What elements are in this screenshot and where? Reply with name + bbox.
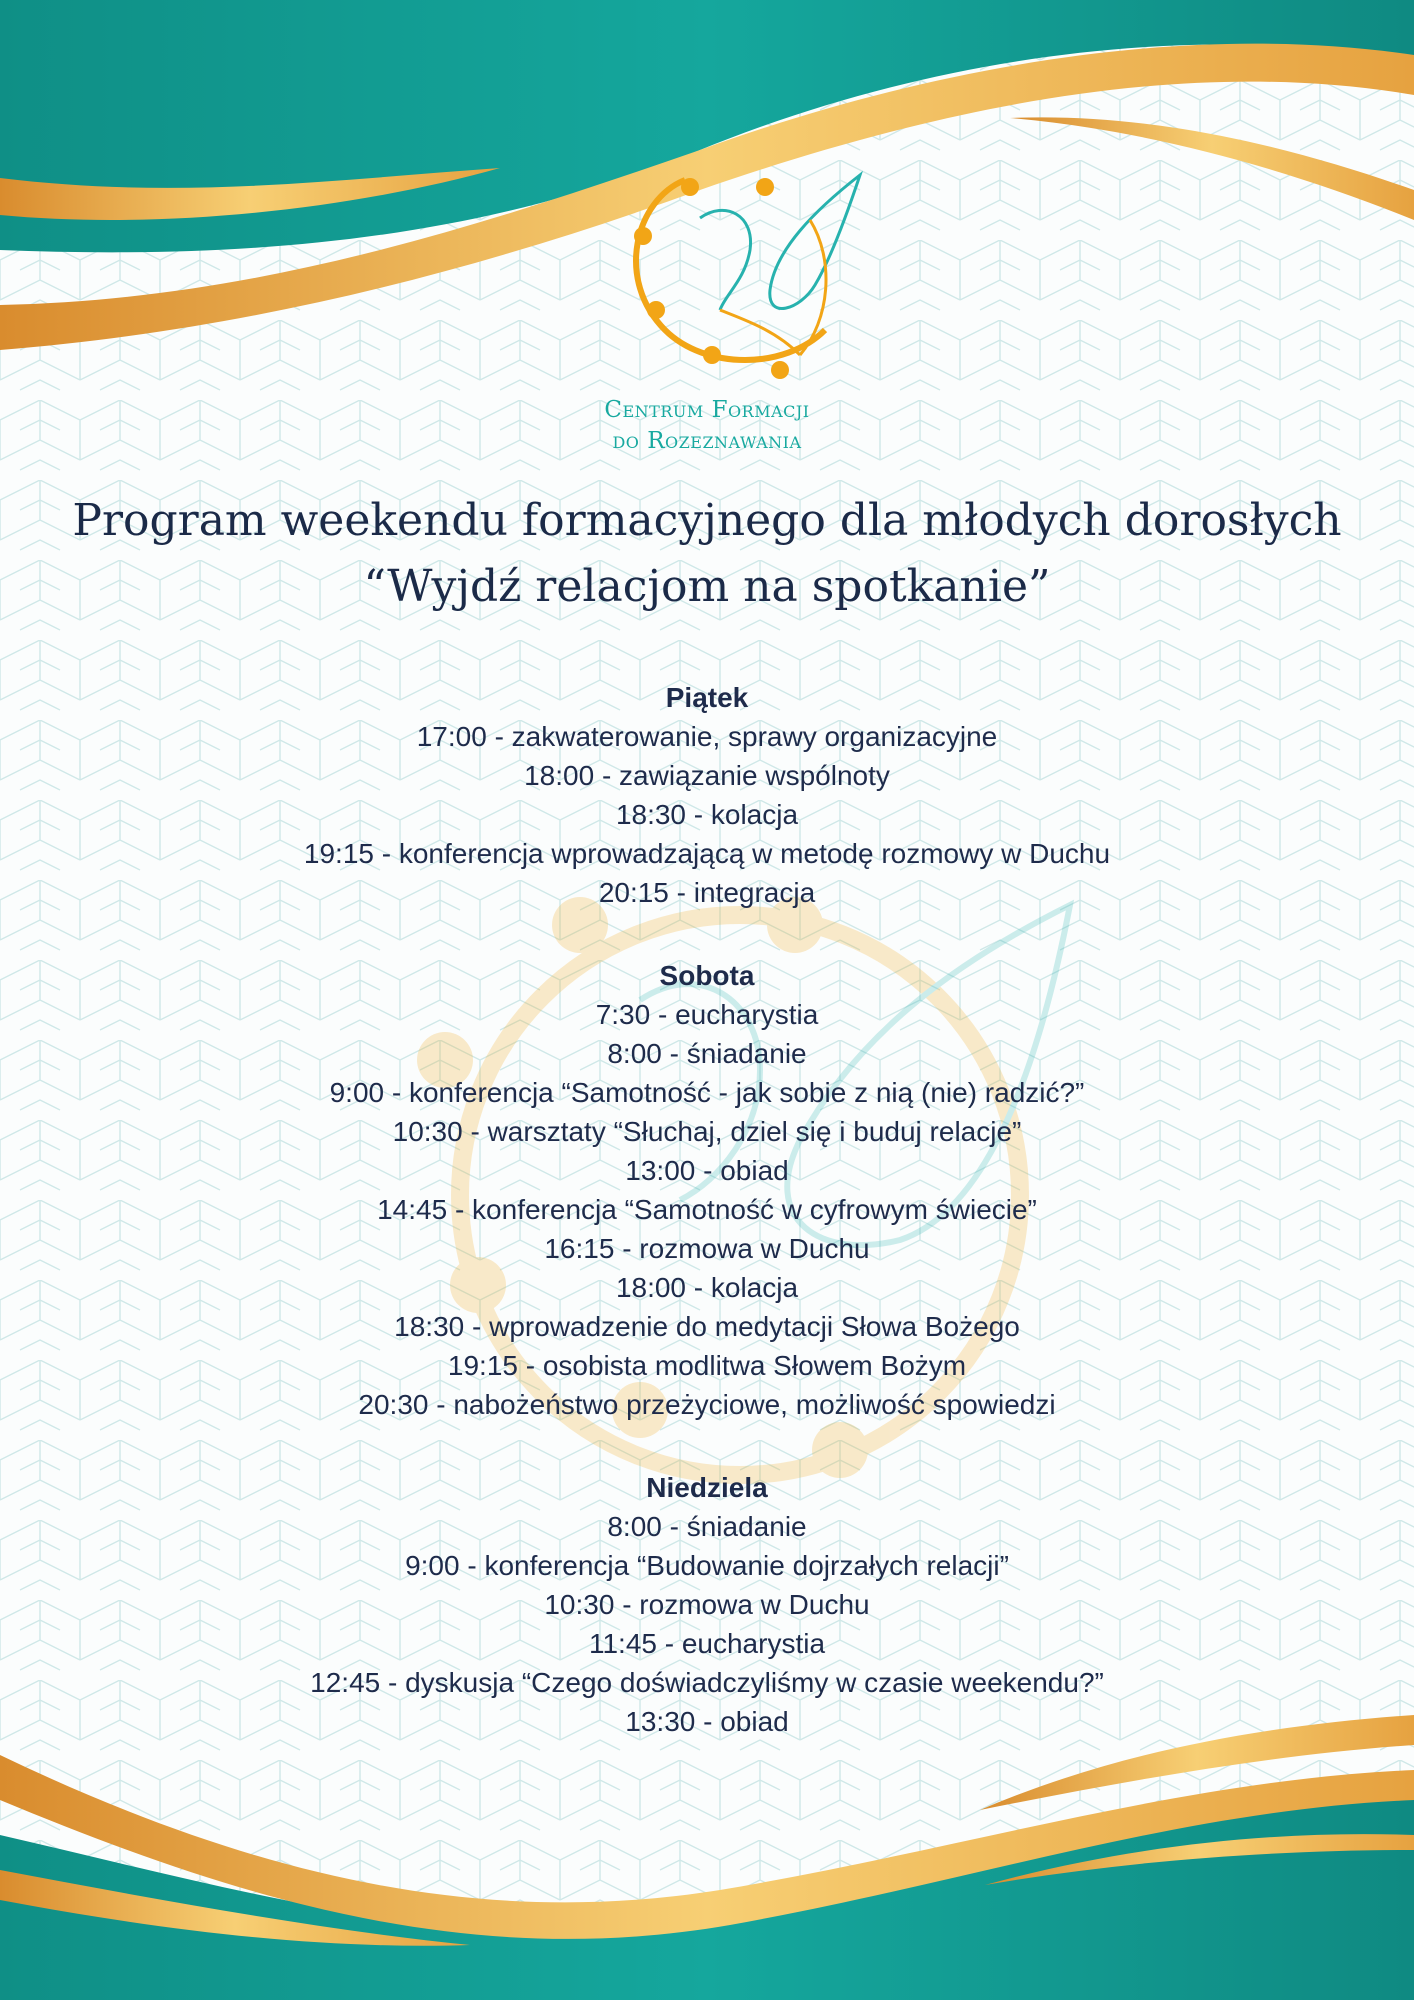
dove-in-rosary-circle-logo <box>625 170 885 380</box>
logo-line-2: do Rozeznawania <box>612 428 802 454</box>
schedule-item: 20:30 - nabożeństwo przeżyciowe, możliwość spowiedzi <box>358 1389 1056 1420</box>
schedule-item: 12:45 - dyskusja “Czego doświadczyliśmy w czasie weekendu?” <box>310 1667 1104 1698</box>
schedule-item: 18:30 - wprowadzenie do medytacji Słowa Bożego <box>394 1311 1020 1342</box>
day-niedziela <box>100 1468 1314 1741</box>
schedule-item: 11:45 - eucharystia <box>588 1628 826 1659</box>
day-heading: Sobota <box>659 960 755 991</box>
schedule-item: 18:00 - kolacja <box>615 1272 799 1303</box>
schedule-item: 8:00 - śniadanie <box>607 1511 807 1542</box>
title-line-2: “Wyjdź relacjom na spotkanie” <box>363 561 1051 612</box>
schedule-item: 10:30 - warsztaty “Słuchaj, dziel się i buduj relacje” <box>392 1116 1022 1147</box>
schedule-item: 9:00 - konferencja “Samotność - jak sobie z nią (nie) radzić?” <box>329 1077 1085 1108</box>
schedule-item: 16:15 - rozmowa w Duchu <box>544 1233 870 1264</box>
schedule-item: 18:30 - kolacja <box>615 799 799 830</box>
schedule-item: 19:15 - osobista modlitwa Słowem Bożym <box>447 1350 967 1381</box>
day-heading: Piątek <box>665 682 749 713</box>
schedule-item: 9:00 - konferencja “Budowanie dojrzałych relacji” <box>405 1550 1009 1581</box>
day-sobota <box>100 956 1314 1424</box>
schedule-item: 19:15 - konferencja wprowadzającą w metodę rozmowy w Duchu <box>303 838 1111 869</box>
day-piatek <box>100 678 1314 912</box>
schedule-item: 13:30 - obiad <box>625 1706 789 1737</box>
schedule-item: 18:00 - zawiązanie wspólnoty <box>524 760 890 791</box>
logo-line-1: Centrum Formacji <box>604 397 810 423</box>
schedule-item: 14:45 - konferencja “Samotność w cyfrowym świecie” <box>377 1194 1037 1225</box>
schedule-item: 8:00 - śniadanie <box>607 1038 807 1069</box>
program-schedule <box>100 678 1314 1785</box>
schedule-item: 10:30 - rozmowa w Duchu <box>544 1589 870 1620</box>
day-heading: Niedziela <box>646 1472 768 1503</box>
schedule-item: 20:15 - integracja <box>598 877 816 908</box>
schedule-item: 17:00 - zakwaterowanie, sprawy organizacyjne <box>416 721 998 752</box>
page-title <box>40 488 1374 620</box>
logo-wordmark <box>560 395 854 457</box>
schedule-item: 7:30 - eucharystia <box>595 999 819 1030</box>
title-line-1: Program weekendu formacyjnego dla młodych dorosłych <box>72 495 1342 546</box>
schedule-item: 13:00 - obiad <box>625 1155 789 1186</box>
